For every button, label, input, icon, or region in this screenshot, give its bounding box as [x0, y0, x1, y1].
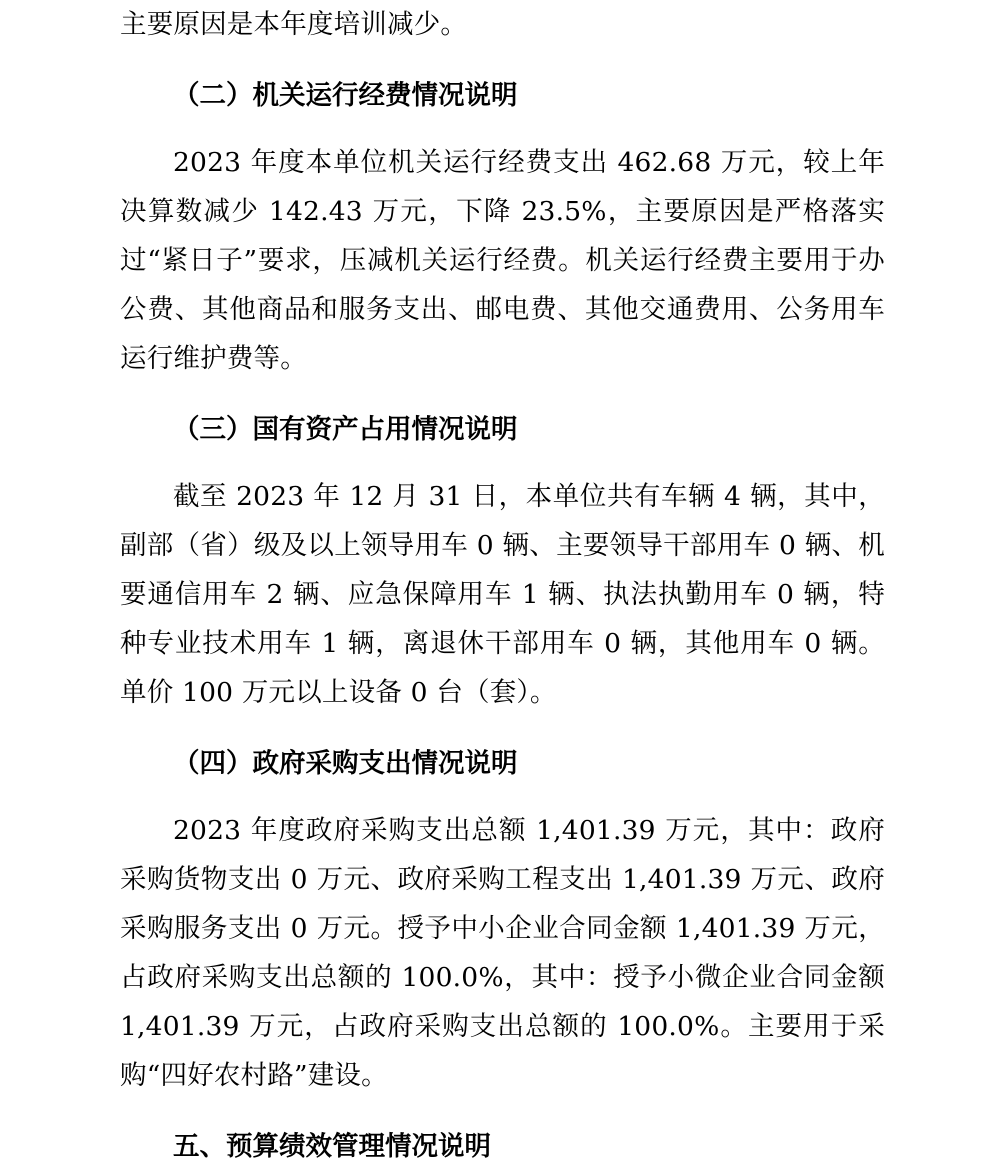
section-heading-3: （三）国有资产占用情况说明 [173, 414, 518, 445]
spacer [120, 1100, 885, 1122]
paragraph-operating-expenses: 2023 年度本单位机关运行经费支出 462.68 万元，较上年决算数减少 142.43 万元，下降 23.5%，主要原因是严格落实过“紧日子”要求，压减机关运行经费。机关运行经费主要用于办公费、其他商品和服务支出、邮电费、其他交通费用、公务用车运行维护费等。 [120, 147, 885, 374]
spacer [120, 788, 885, 806]
spacer [120, 383, 885, 405]
paragraph-continuation: 主要原因是本年度培训减少。 [120, 9, 468, 40]
section-heading-2: （二）机关运行经费情况说明 [173, 80, 518, 111]
spacer [120, 717, 885, 739]
paragraph-state-assets: 截至 2023 年 12 月 31 日，本单位共有车辆 4 辆，其中，副部（省）级及以上领导用车 0 辆、主要领导干部用车 0 辆、机要通信用车 2 辆、应急保障用车 1 辆、执法执勤用车 0 辆，特种专业技术用车 1 辆，离退休干部用车 0 辆，其他用车 0 辆。单价 100 万元以上设备 0 台（套）。 [120, 481, 885, 708]
spacer [120, 120, 885, 138]
spacer [120, 454, 885, 472]
spacer [120, 49, 885, 71]
section-heading-5: 五、预算绩效管理情况说明 [173, 1131, 491, 1162]
section-heading-4: （四）政府采购支出情况说明 [173, 748, 518, 779]
paragraph-government-procurement: 2023 年度政府采购支出总额 1,401.39 万元，其中：政府采购货物支出 0 万元、政府采购工程支出 1,401.39 万元、政府采购服务支出 0 万元。授予中小企业合同金额 1,401.39 万元，占政府采购支出总额的 100.0%，其中：授予小微企业合同金额 1,401.39 万元，占政府采购支出总额的 100.0%。主要用于采购“四好农村路”建设。 [120, 815, 885, 1091]
